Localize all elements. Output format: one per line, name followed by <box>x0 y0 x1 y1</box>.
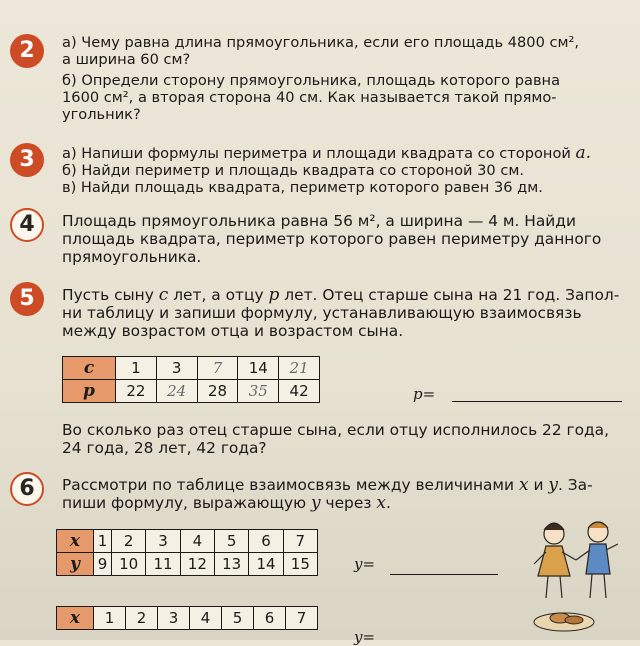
table-cell: 7 <box>283 530 317 553</box>
task-6-text <box>62 476 630 512</box>
task-5-text <box>62 286 630 340</box>
table-cell: 11 <box>146 553 180 576</box>
task-5-line: ни таблицу и запиши формулу, устанавливающую взаимосвязь <box>62 304 582 322</box>
table-cell: 1 <box>94 530 112 553</box>
task-2-line: а ширина 60 см? <box>62 51 191 68</box>
row-header-c: c <box>63 357 116 380</box>
formula-y-label-2: y= <box>354 628 376 646</box>
task-5-line: Пусть сыну c лет, а отцу p лет. Отец старше сына на 21 год. Запол- <box>62 285 620 305</box>
table-cell: 2 <box>126 607 158 630</box>
task-6-line: пиши формулу, выражающую y через x. <box>62 493 391 513</box>
handwritten-cell: 35 <box>238 380 279 403</box>
answer-line-p <box>452 401 622 402</box>
task-5-question-line: 24 года, 28 лет, 42 года? <box>62 439 267 457</box>
age-table <box>62 356 320 403</box>
row-header-x: x <box>57 607 94 630</box>
task-4-line: площадь квадрата, периметр которого равен периметру данного <box>62 230 602 248</box>
child-right <box>576 522 618 598</box>
table-cell: 5 <box>215 530 249 553</box>
table-cell: 13 <box>215 553 249 576</box>
task-5-question-line: Во сколько раз отец старше сына, если отцу исполнилось 22 года, <box>62 421 609 439</box>
table-cell: 42 <box>279 380 320 403</box>
task-3-text <box>62 145 630 196</box>
variable-x: x <box>518 475 529 495</box>
table-cell: 4 <box>180 530 214 553</box>
table-cell: 5 <box>222 607 254 630</box>
formula-p-label: p= <box>413 385 436 403</box>
table-cell: 9 <box>94 553 112 576</box>
table-cell: 1 <box>116 357 157 380</box>
plate-illustration <box>534 613 594 631</box>
task-2-line: 1600 см², а вторая сторона 40 см. Как называется такой прямо- <box>62 89 557 106</box>
row-header-p: p <box>63 380 116 403</box>
task-2-text <box>62 34 630 123</box>
task-3-line: а) Напиши формулы периметра и площади квадрата со стороной a. <box>62 143 592 163</box>
task-2-line: а) Чему равна длина прямоугольника, если его площадь 4800 см², <box>62 34 580 51</box>
task-4-line: Площадь прямоугольника равна 56 м², а ширина — 4 м. Найди <box>62 212 576 230</box>
table-cell: 6 <box>254 607 286 630</box>
handwritten-cell: 21 <box>279 357 320 380</box>
table-row <box>57 607 318 630</box>
table-cell: 4 <box>190 607 222 630</box>
table-cell: 3 <box>158 607 190 630</box>
variable-y: y <box>548 475 558 495</box>
task-5-line: между возрастом отца и возрастом сына. <box>62 322 404 340</box>
xy-table-2 <box>56 606 318 630</box>
task-2-line: б) Определи сторону прямоугольника, площадь которого равна <box>62 72 561 89</box>
task-4-line: прямоугольника. <box>62 248 202 266</box>
variable-p: p <box>268 285 280 305</box>
table-cell: 14 <box>249 553 283 576</box>
variable-x: x <box>376 493 386 513</box>
table-cell: 12 <box>180 553 214 576</box>
table-cell: 10 <box>112 553 146 576</box>
task-number-3: 3 <box>10 143 44 177</box>
table-cell: 14 <box>238 357 279 380</box>
table-cell: 3 <box>146 530 180 553</box>
table-row <box>63 357 320 380</box>
handwritten-cell: 7 <box>197 357 238 380</box>
row-header-y: y <box>57 553 94 576</box>
task-2-line: угольник? <box>62 106 141 123</box>
table-cell: 2 <box>112 530 146 553</box>
table-cell: 7 <box>286 607 318 630</box>
handwritten-cell: 24 <box>156 380 197 403</box>
table-row <box>57 553 318 576</box>
children-illustration <box>520 510 636 640</box>
task-6-line: Рассмотри по таблице взаимосвязь между величинами x и y. За- <box>62 475 593 495</box>
task-number-6: 6 <box>10 472 44 506</box>
task-number-5: 5 <box>10 282 44 316</box>
variable-c: c <box>158 285 169 305</box>
table-cell: 1 <box>94 607 126 630</box>
task-3-line: в) Найди площадь квадрата, периметр которого равен 36 дм. <box>62 179 543 196</box>
formula-y-label: y= <box>354 555 376 573</box>
xy-table <box>56 529 318 576</box>
answer-line-y <box>390 574 498 575</box>
child-left <box>534 523 576 598</box>
table-row <box>63 380 320 403</box>
variable-y: y <box>310 493 321 513</box>
variable-a: a. <box>575 143 592 163</box>
table-row <box>57 530 318 553</box>
task-4-text <box>62 212 630 266</box>
task-number-2: 2 <box>10 34 44 68</box>
table-cell: 3 <box>156 357 197 380</box>
table-cell: 28 <box>197 380 238 403</box>
task-number-4: 4 <box>10 208 44 242</box>
table-cell: 22 <box>116 380 157 403</box>
table-cell: 15 <box>283 553 317 576</box>
row-header-x: x <box>57 530 94 553</box>
table-cell: 6 <box>249 530 283 553</box>
task-3-line: б) Найди периметр и площадь квадрата со стороной 30 см. <box>62 162 524 179</box>
